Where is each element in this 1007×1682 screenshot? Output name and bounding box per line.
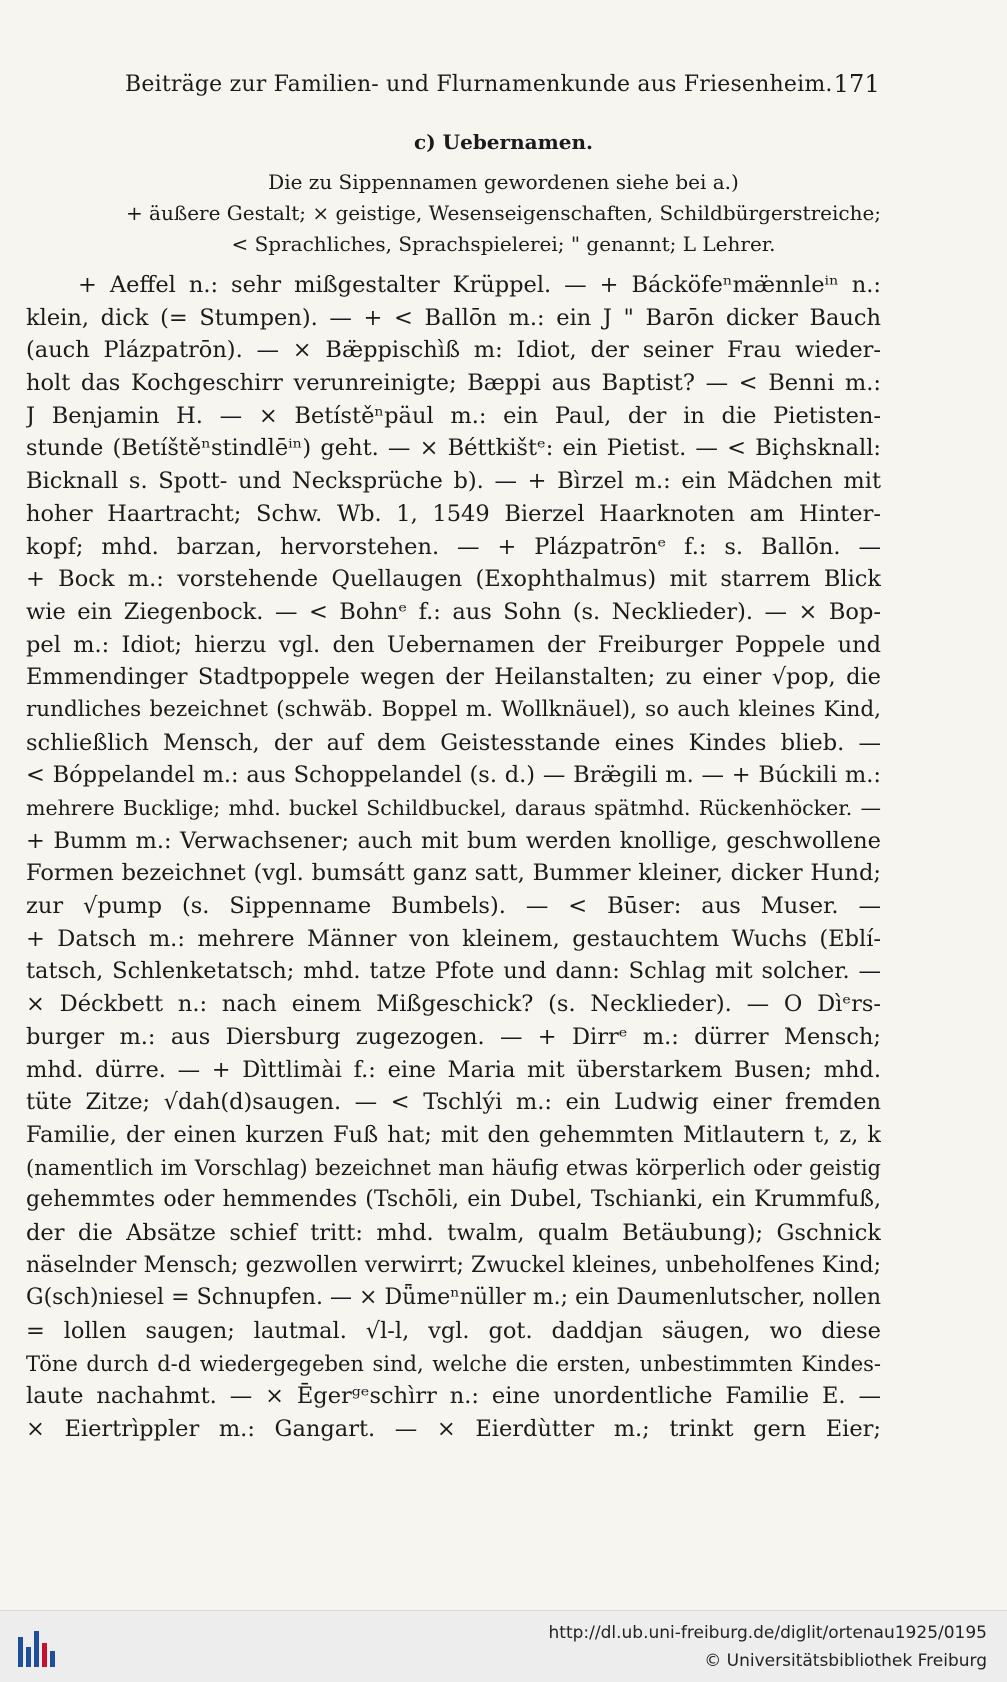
text-line: tatsch, Schlenketatsch; mhd. tatze Pfote und dann: Schlag mit solcher. — [26,958,881,985]
library-logo-icon [14,1629,60,1673]
text-line: tüte Zitze; √dah(d)saugen. — < Tschlýi m.: ein Ludwig einer fremden [26,1089,881,1116]
text-line: < Bóppelandel m.: aus Schoppelandel (s. d.) — Bræ̈gili m. — + Búckili m.: [26,762,881,789]
text-line: der die Absätze schief tritt: mhd. twalm, qualm Betäubung); Gschnick [26,1219,881,1246]
text-line: + Bumm m.: Verwachsener; auch mit bum werden knollige, geschwollene [26,827,881,854]
text-line: hoher Haartracht; Schw. Wb. 1, 1549 Bierzel Haarknoten am Hinter- [26,500,881,527]
text-line: rundliches bezeichnet (schwäb. Boppel m. Wollknäuel), so auch kleines Kind, [26,696,881,722]
text-line: klein, dick (= Stumpen). — + < Ballōn m.: ein J " Barōn dicker Bauch [26,304,881,331]
text-line: + Datsch m.: mehrere Männer von kleinem, gestauchtem Wuchs (Eblí- [26,925,881,952]
header-title: Beiträge zur Familien- und Flurnamenkunde aus Friesenheim. [125,72,833,97]
text-line: mhd. dürre. — + Dìttlimài f.: eine Maria mit überstarkem Busen; mhd. [26,1056,881,1083]
text-line: + Bock m.: vorstehende Quellaugen (Exophthalmus) mit starrem Blick [26,566,881,593]
text-line: holt das Kochgeschirr verunreinigte; Bæppi aus Baptist? — < Benni m.: [26,370,881,397]
text-line: Töne durch d-d wiedergegeben sind, welche die ersten, unbestimmten Kindes- [26,1351,881,1376]
text-line: = lollen saugen; lautmal. √l-l, vgl. got. daddjan säugen, wo diese [26,1318,881,1344]
text-line: G(sch)niesel = Schnupfen. — × Dǖmeⁿnüller m.; ein Daumenlutscher, nollen [26,1285,881,1311]
legend [0,167,1007,260]
text-line: wie ein Ziegenbock. — < Bohnᵉ f.: aus Sohn (s. Necklieder). — × Bop- [26,598,881,625]
text-line: Familie, der einen kurzen Fuß hat; mit den gehemmten Mitlautern t, z, k [26,1121,881,1148]
text-line: J Benjamin H. — × Betístěⁿpäul m.: ein Paul, der in die Pietisten- [26,402,881,429]
text-line: × Eiertrìppler m.: Gangart. — × Eierdùtter m.; trinkt gern Eier; [26,1416,881,1443]
page-number: 171 [833,70,880,98]
text-line: Emmendinger Stadtpoppele wegen der Heilanstalten; zu einer √pop, die [26,664,881,691]
copyright-notice: © Universitätsbibliothek Freiburg [704,1651,987,1671]
text-line: laute nachahmt. — × Ēgerᵍᵉschìrr n.: eine unordentliche Familie E. — [26,1383,881,1410]
text-line: pel m.: Idiot; hierzu vgl. den Uebernamen der Freiburger Poppele und [26,631,881,658]
body-text [26,269,881,1446]
text-line: schließlich Mensch, der auf dem Geistesstande eines Kindes blieb. — [26,729,881,756]
text-line: (auch Plázpatrōn). — × Bæ̈ppischìß m: Idiot, der seiner Frau wieder- [26,337,881,364]
footer-bar [0,1610,1007,1682]
source-url[interactable]: http://dl.ub.uni-freiburg.de/diglit/ortenau1925/0195 [548,1623,987,1643]
text-line: burger m.: aus Diersburg zugezogen. — + Dirrᵉ m.: dürrer Mensch; [26,1023,881,1050]
section-heading: c) Uebernamen. [414,130,593,154]
legend-line: Die zu Sippennamen gewordenen siehe bei a.) [268,170,739,194]
text-line: näselnder Mensch; gezwollen verwirrt; Zwuckel kleines, unbeholfenes Kind; [26,1252,881,1278]
text-line: Formen bezeichnet (vgl. bumsátt ganz satt, Bummer kleiner, dicker Hund; [26,860,881,887]
text-line: gehemmtes oder hemmendes (Tschōli, ein Dubel, Tschianki, ein Krummfuß, [26,1187,881,1213]
text-line: (namentlich im Vorschlag) bezeichnet man häufig etwas körperlich oder geistig [26,1155,881,1180]
legend-line: < Sprachliches, Sprachspielerei; " genannt; L Lehrer. [231,232,776,256]
text-line: zur √pump (s. Sippenname Bumbels). — < Būser: aus Muser. — [26,893,881,920]
text-line: kopf; mhd. barzan, hervorstehen. — + Plázpatrōnᵉ f.: s. Ballōn. — [26,533,881,560]
text-line: stunde (Betíštěⁿstindlēⁱⁿ) geht. — × Béttkištᵉ: ein Pietist. — < Biçhsknall: [26,435,881,462]
text-line: + Aeffel n.: sehr mißgestalter Krüppel. — + Bácköfeⁿmæ̈nnleⁱⁿ n.: [78,272,881,298]
text-line: × Déckbett n.: nach einem Mißgeschick? (s. Necklieder). — O Dìᵉrs- [26,991,881,1018]
legend-line: + äußere Gestalt; × geistige, Wesenseigenschaften, Schildbürgerstreiche; [125,201,882,225]
text-line: Bicknall s. Spott- und Necksprüche b). — + Bìrzel m.: ein Mädchen mit [26,468,881,495]
text-line: mehrere Bucklige; mhd. buckel Schildbuckel, daraus spätmhd. Rückenhöcker. — [26,796,881,820]
